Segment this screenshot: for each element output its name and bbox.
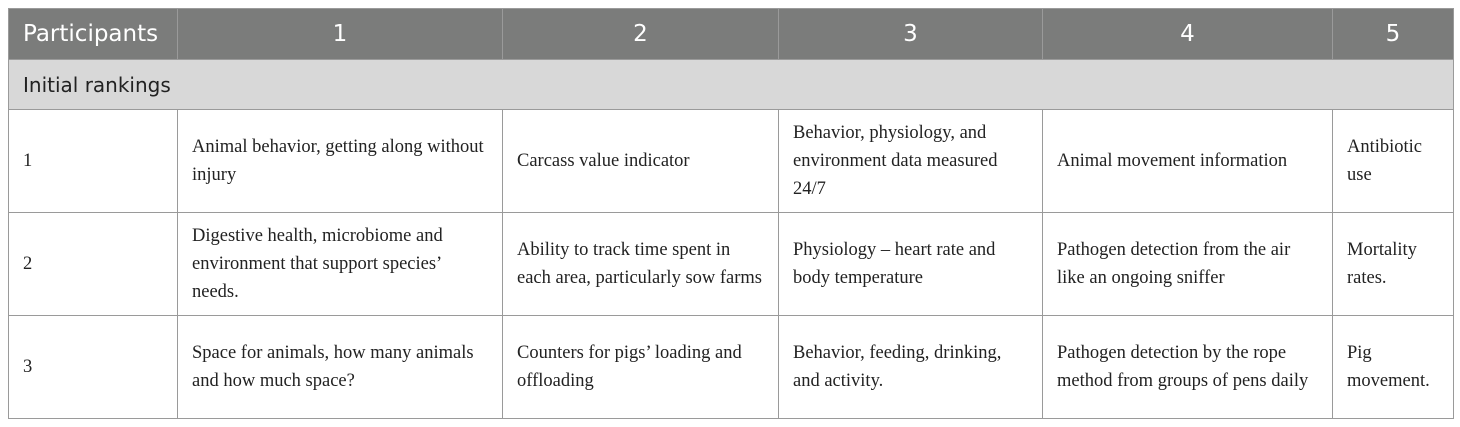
header-rank-3: 3 <box>779 9 1043 60</box>
table-cell: Counters for pigs’ loading and offloading <box>503 316 779 419</box>
participant-number: 1 <box>9 110 178 213</box>
table-cell: Physiology – heart rate and body temperature <box>779 213 1043 316</box>
table-cell: Pig movement. <box>1333 316 1454 419</box>
header-rank-5: 5 <box>1333 9 1454 60</box>
table-row <box>9 213 1454 316</box>
table-cell: Space for animals, how many animals and how much space? <box>178 316 503 419</box>
table-body <box>9 60 1454 419</box>
header-row <box>9 9 1454 60</box>
table-cell: Antibiotic use <box>1333 110 1454 213</box>
header-participants: Participants <box>9 9 178 60</box>
table-cell: Animal behavior, getting along without injury <box>178 110 503 213</box>
table-cell: Digestive health, microbiome and environment that support species’ needs. <box>178 213 503 316</box>
table-cell: Behavior, feeding, drinking, and activity. <box>779 316 1043 419</box>
header-rank-1: 1 <box>178 9 503 60</box>
table-row <box>9 110 1454 213</box>
participant-number: 3 <box>9 316 178 419</box>
table-cell: Mortality rates. <box>1333 213 1454 316</box>
rankings-table <box>8 8 1454 419</box>
table-cell: Behavior, physiology, and environment data measured 24/7 <box>779 110 1043 213</box>
table-cell: Ability to track time spent in each area, particularly sow farms <box>503 213 779 316</box>
section-label: Initial rankings <box>9 60 1454 110</box>
table-cell: Carcass value indicator <box>503 110 779 213</box>
table-cell: Pathogen detection from the air like an ongoing sniffer <box>1043 213 1333 316</box>
header-rank-2: 2 <box>503 9 779 60</box>
table-cell: Animal movement information <box>1043 110 1333 213</box>
table-header <box>9 9 1454 60</box>
table-cell: Pathogen detection by the rope method from groups of pens daily <box>1043 316 1333 419</box>
header-rank-4: 4 <box>1043 9 1333 60</box>
section-row <box>9 60 1454 110</box>
participant-number: 2 <box>9 213 178 316</box>
table-row <box>9 316 1454 419</box>
